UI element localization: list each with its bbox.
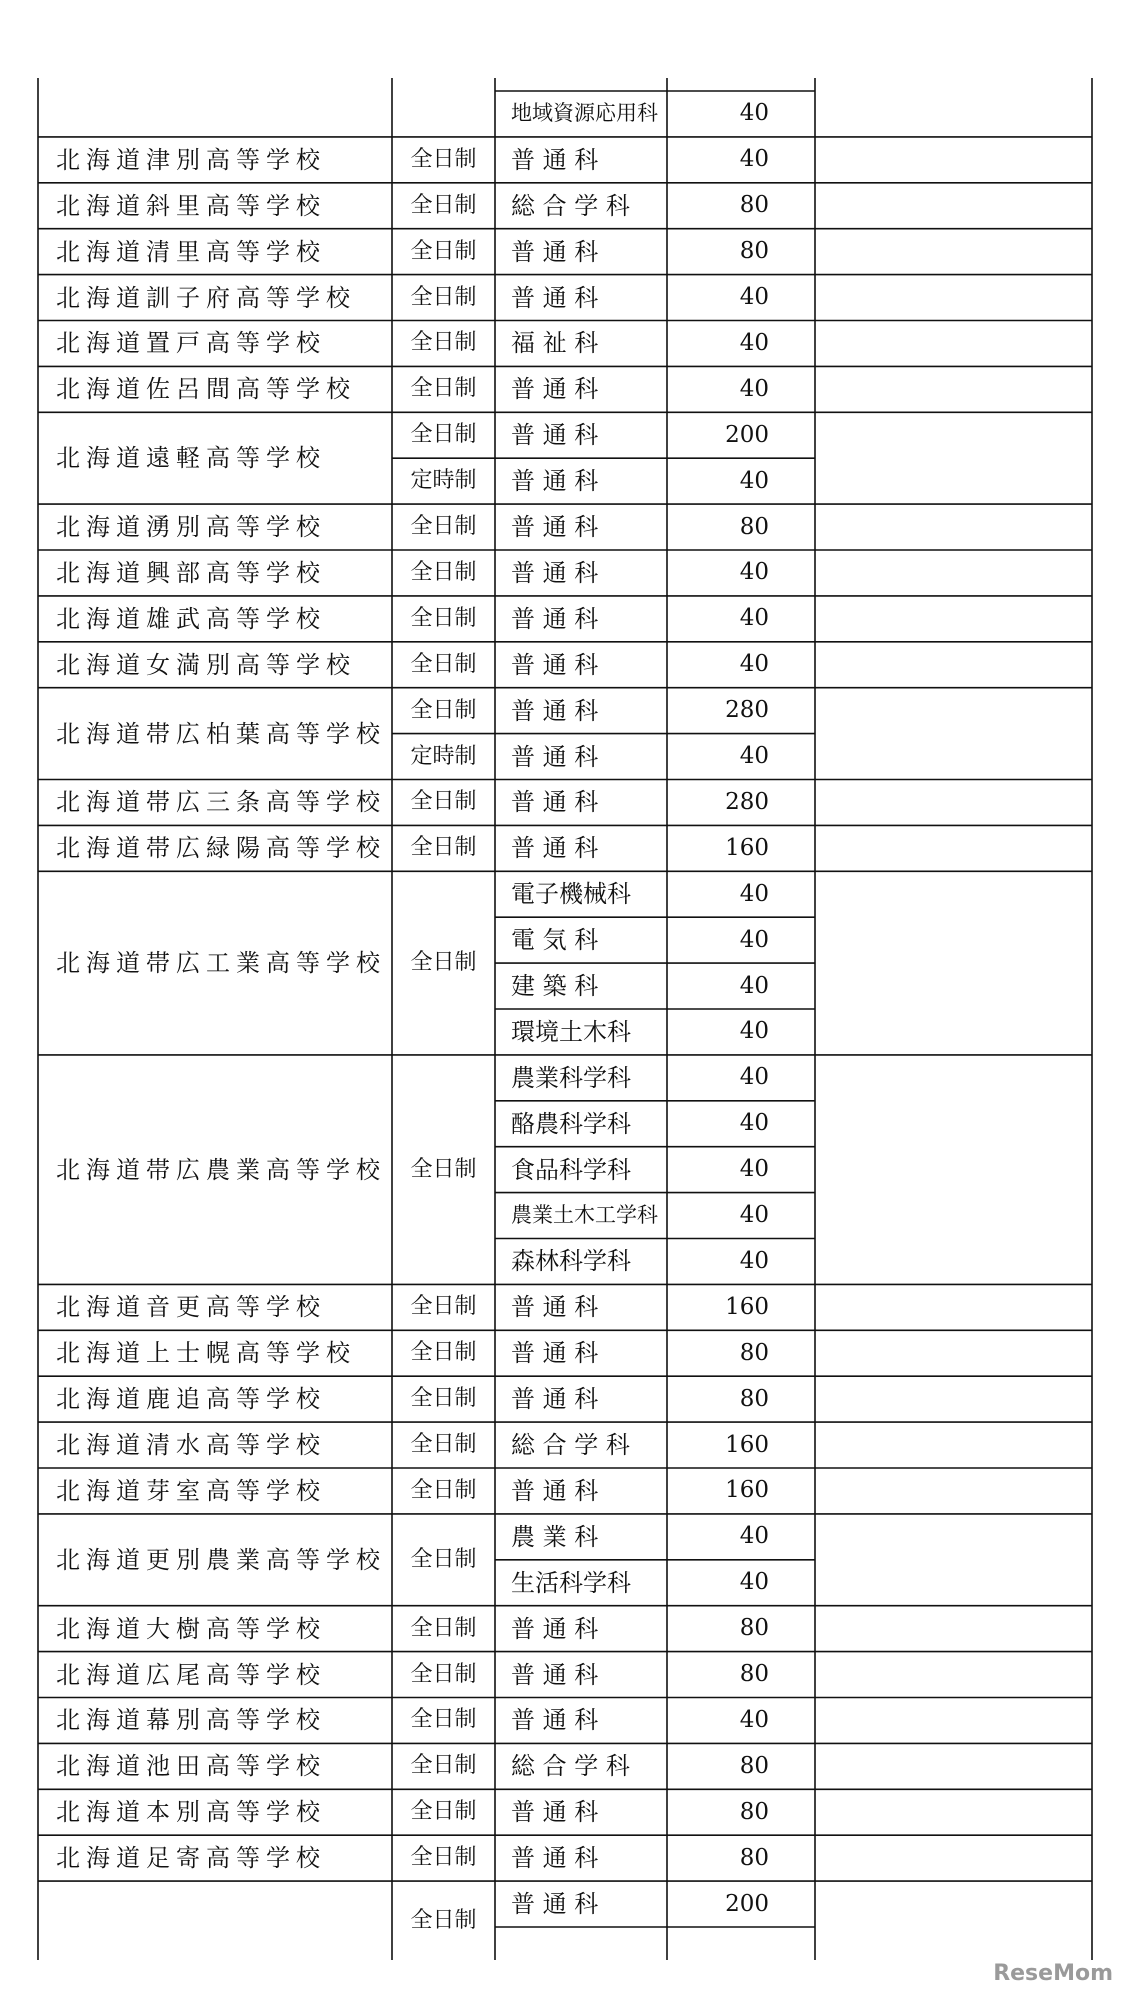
dept-cell: 普 通 科 (511, 513, 599, 542)
dept-cell: 生活科学科 (511, 1568, 631, 1597)
dept-cell: 環境土木科 (511, 1017, 631, 1046)
school-name-cell: 北海道大樹高等学校 (56, 1614, 326, 1643)
capacity-cell: 80 (739, 238, 769, 265)
capacity-cell: 40 (739, 1523, 769, 1550)
school-name-cell: 北海道帯広柏葉高等学校 (56, 719, 386, 748)
school-name-cell: 北海道幕別高等学校 (56, 1706, 326, 1735)
school-name-cell: 北海道斜里高等学校 (56, 191, 326, 220)
dept-cell: 普 通 科 (511, 1614, 599, 1643)
system-cell: 全日制 (410, 1661, 477, 1687)
capacity-cell: 160 (725, 834, 769, 861)
dept-cell: 普 通 科 (511, 283, 599, 312)
system-cell: 全日制 (410, 1799, 477, 1825)
dept-cell: 普 通 科 (511, 145, 599, 174)
capacity-cell: 40 (739, 880, 769, 907)
system-cell: 全日制 (410, 559, 477, 585)
dept-cell: 普 通 科 (511, 467, 599, 496)
system-cell: 全日制 (410, 1477, 477, 1503)
dept-cell: 普 通 科 (511, 1660, 599, 1689)
capacity-cell: 40 (739, 1156, 769, 1183)
capacity-cell: 40 (739, 651, 769, 678)
school-name-cell: 北海道芽室高等学校 (56, 1476, 326, 1505)
capacity-cell: 40 (739, 100, 769, 127)
dept-cell: 地域資源応用科 (511, 101, 658, 126)
dept-cell: 普 通 科 (511, 742, 599, 771)
school-name-cell: 北海道帯広工業高等学校 (56, 949, 386, 978)
capacity-cell: 160 (725, 1477, 769, 1504)
capacity-cell: 80 (739, 1752, 769, 1779)
dept-cell: 普 通 科 (511, 375, 599, 404)
school-name-cell: 北海道湧別高等学校 (56, 513, 326, 542)
school-name-cell: 北海道清里高等学校 (56, 237, 326, 266)
capacity-cell: 40 (739, 284, 769, 311)
dept-cell: 普 通 科 (511, 1706, 599, 1735)
dept-cell: 普 通 科 (511, 421, 599, 450)
dept-cell: 普 通 科 (511, 1385, 599, 1414)
dept-cell: 普 通 科 (511, 237, 599, 266)
dept-cell: 普 通 科 (511, 696, 599, 725)
system-cell: 全日制 (410, 1156, 477, 1182)
school-name-cell: 北海道音更高等学校 (56, 1293, 326, 1322)
school-name-cell: 北海道上士幌高等学校 (56, 1339, 356, 1368)
system-cell: 全日制 (410, 1546, 477, 1572)
dept-cell: 農 業 科 (511, 1522, 599, 1551)
school-name-cell: 北海道更別農業高等学校 (56, 1545, 386, 1574)
capacity-cell: 280 (725, 788, 769, 815)
system-cell: 全日制 (410, 238, 477, 264)
school-name-cell: 北海道清水高等学校 (56, 1431, 326, 1460)
system-cell: 全日制 (410, 1845, 477, 1871)
system-cell: 定時制 (410, 743, 477, 769)
school-name-cell: 北海道佐呂間高等学校 (56, 375, 356, 404)
school-name-cell: 北海道雄武高等学校 (56, 604, 326, 633)
capacity-cell: 40 (739, 329, 769, 356)
system-cell: 全日制 (410, 789, 477, 815)
dept-cell: 総 合 学 科 (511, 1752, 630, 1781)
dept-cell: 農業科学科 (511, 1063, 631, 1092)
system-cell: 全日制 (410, 422, 477, 448)
system-cell: 全日制 (410, 835, 477, 861)
school-name-cell: 北海道池田高等学校 (56, 1752, 326, 1781)
capacity-cell: 40 (739, 743, 769, 770)
school-name-cell: 北海道女満別高等学校 (56, 650, 356, 679)
system-cell: 全日制 (410, 192, 477, 218)
dept-cell: 総 合 学 科 (511, 191, 630, 220)
dept-cell: 普 通 科 (511, 834, 599, 863)
dept-cell: 普 通 科 (511, 1339, 599, 1368)
capacity-cell: 40 (739, 1202, 769, 1229)
system-cell: 全日制 (410, 697, 477, 723)
system-cell: 全日制 (410, 284, 477, 310)
school-name-cell: 北海道帯広三条高等学校 (56, 788, 386, 817)
capacity-cell: 160 (725, 1431, 769, 1458)
dept-cell: 建 築 科 (511, 972, 599, 1001)
dept-cell: 電子機械科 (511, 880, 631, 909)
school-name-cell: 北海道訓子府高等学校 (56, 283, 356, 312)
capacity-cell: 40 (739, 559, 769, 586)
dept-cell: 農業土木工学科 (511, 1203, 658, 1228)
school-name-cell: 北海道置戸高等学校 (56, 329, 326, 358)
system-cell: 全日制 (410, 376, 477, 402)
dept-cell: 普 通 科 (511, 1890, 599, 1919)
school-name-cell: 北海道足寄高等学校 (56, 1844, 326, 1873)
system-cell: 全日制 (410, 1294, 477, 1320)
resemom-watermark: ReseMom (993, 1961, 1113, 1986)
dept-cell: 普 通 科 (511, 1476, 599, 1505)
system-cell: 全日制 (410, 146, 477, 172)
dept-cell: 福 祉 科 (511, 329, 599, 358)
capacity-cell: 40 (739, 146, 769, 173)
capacity-cell: 40 (739, 375, 769, 402)
capacity-cell: 80 (739, 1339, 769, 1366)
dept-cell: 普 通 科 (511, 650, 599, 679)
capacity-cell: 40 (739, 1110, 769, 1137)
dept-cell: 普 通 科 (511, 558, 599, 587)
school-name-cell: 北海道帯広農業高等学校 (56, 1155, 386, 1184)
school-name-cell: 北海道興部高等学校 (56, 558, 326, 587)
capacity-cell: 80 (739, 1844, 769, 1871)
school-name-cell (38, 1881, 392, 1960)
capacity-cell: 80 (739, 1615, 769, 1642)
system-cell: 全日制 (410, 1340, 477, 1366)
capacity-cell: 200 (725, 1890, 769, 1917)
capacity-cell: 80 (739, 513, 769, 540)
dept-cell: 普 通 科 (511, 1293, 599, 1322)
system-cell: 全日制 (410, 1753, 477, 1779)
dept-cell: 普 通 科 (511, 1844, 599, 1873)
capacity-cell: 40 (739, 1706, 769, 1733)
system-cell: 定時制 (410, 468, 477, 494)
system-cell: 全日制 (410, 1907, 477, 1933)
system-cell: 全日制 (410, 605, 477, 631)
system-cell: 全日制 (410, 651, 477, 677)
system-cell: 全日制 (410, 950, 477, 976)
system-cell (392, 91, 495, 137)
system-cell: 全日制 (410, 1432, 477, 1458)
capacity-cell: 80 (739, 192, 769, 219)
dept-cell: 酪農科学科 (511, 1109, 631, 1138)
system-cell: 全日制 (410, 1615, 477, 1641)
capacity-cell: 80 (739, 1798, 769, 1825)
capacity-cell: 40 (739, 1569, 769, 1596)
school-name-cell: 北海道本別高等学校 (56, 1798, 326, 1827)
system-cell: 全日制 (410, 1707, 477, 1733)
school-name-cell: 北海道遠軽高等学校 (56, 444, 326, 473)
school-name-cell: 北海道帯広緑陽高等学校 (56, 834, 386, 863)
system-cell: 全日制 (410, 330, 477, 356)
capacity-cell: 40 (739, 926, 769, 953)
school-name-cell: 北海道津別高等学校 (56, 145, 326, 174)
capacity-cell: 40 (739, 605, 769, 632)
capacity-cell: 40 (739, 1247, 769, 1274)
capacity-cell: 80 (739, 1385, 769, 1412)
capacity-cell: 40 (739, 467, 769, 494)
capacity-cell: 280 (725, 697, 769, 724)
capacity-cell: 40 (739, 1064, 769, 1091)
dept-cell: 普 通 科 (511, 788, 599, 817)
dept-cell: 電 気 科 (511, 926, 599, 955)
school-name-cell: 北海道鹿追高等学校 (56, 1385, 326, 1414)
dept-cell: 総 合 学 科 (511, 1431, 630, 1460)
dept-cell: 普 通 科 (511, 604, 599, 633)
capacity-cell: 40 (739, 972, 769, 999)
school-name-cell (38, 78, 392, 137)
system-cell: 全日制 (410, 514, 477, 540)
capacity-cell: 40 (739, 1018, 769, 1045)
school-name-cell: 北海道広尾高等学校 (56, 1660, 326, 1689)
capacity-cell: 160 (725, 1293, 769, 1320)
dept-cell: 食品科学科 (511, 1155, 631, 1184)
capacity-cell: 80 (739, 1661, 769, 1688)
dept-cell: 森林科学科 (511, 1247, 631, 1276)
dept-cell: 普 通 科 (511, 1798, 599, 1827)
system-cell: 全日制 (410, 1386, 477, 1412)
capacity-cell: 200 (725, 421, 769, 448)
